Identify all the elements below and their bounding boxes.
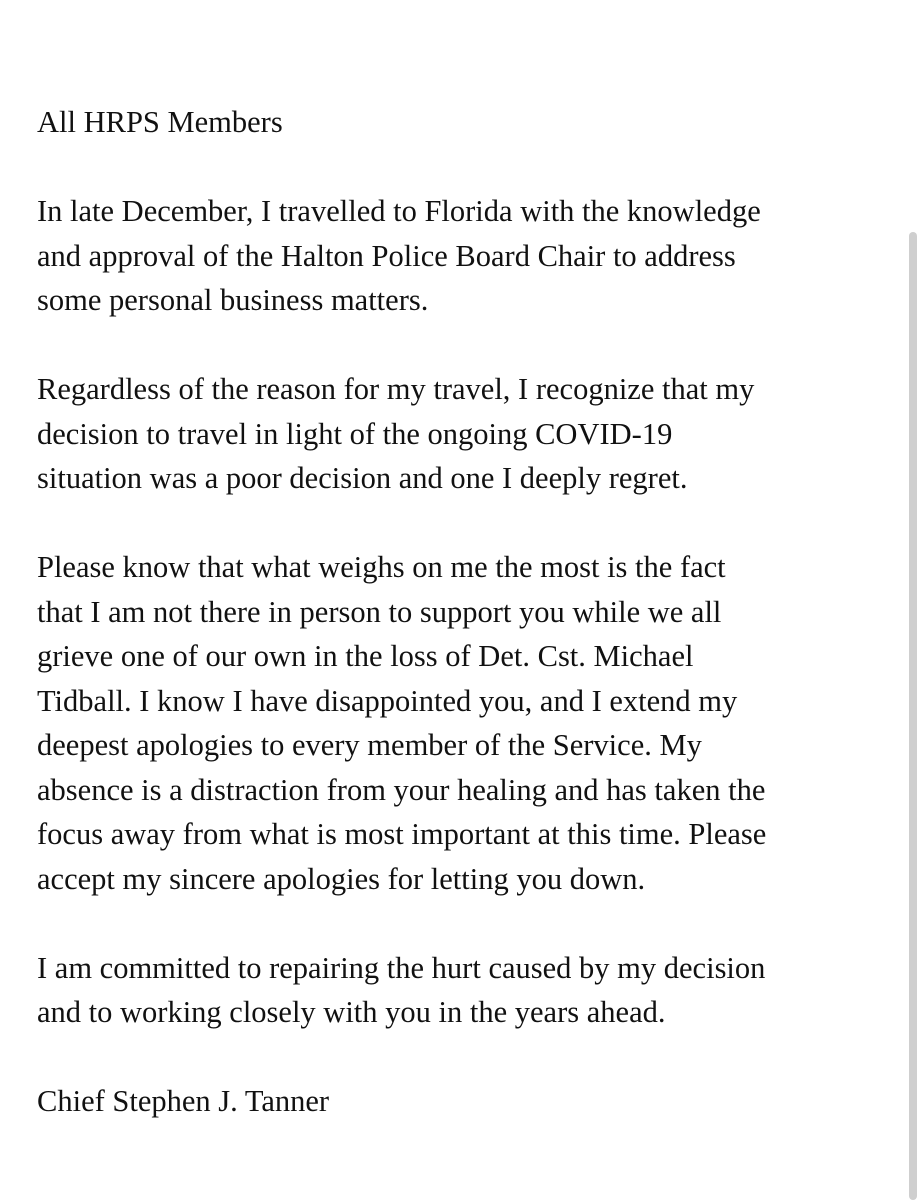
paragraph-line: Tidball. I know I have disappointed you, and I extend my <box>37 683 738 718</box>
vertical-scrollbar[interactable] <box>909 232 917 1200</box>
paragraph-line: deepest apologies to every member of the Service. My <box>37 728 702 762</box>
paragraph-line: grieve one of our own in the loss of Det. Cst. Michael <box>37 639 694 673</box>
paragraph-line: some personal business matters. <box>37 283 429 317</box>
letter-body <box>37 100 897 1168</box>
paragraph-line: focus away from what is most important at this time. Please <box>37 817 767 851</box>
paragraph-line: accept my sincere apologies for letting you down. <box>37 861 646 896</box>
paragraph-apology <box>37 545 897 901</box>
paragraph-commitment <box>37 946 897 1035</box>
paragraph-line: that I am not there in person to support you while we all <box>37 594 722 629</box>
paragraph-line: and approval of the Halton Police Board Chair to address <box>37 238 736 273</box>
paragraph-line: situation was a poor decision and one I deeply regret. <box>37 461 688 495</box>
salutation-text: All HRPS Members <box>37 105 283 139</box>
paragraph-line: Please know that what weighs on me the most is the fact <box>37 550 726 584</box>
paragraph-line: absence is a distraction from your healing and has taken the <box>37 772 766 807</box>
salutation <box>37 100 897 145</box>
paragraph-line: and to working closely with you in the years ahead. <box>37 995 666 1029</box>
paragraph-line: decision to travel in light of the ongoing COVID-19 <box>37 416 673 451</box>
signature-text: Chief Stephen J. Tanner <box>37 1084 330 1118</box>
paragraph-line: I am committed to repairing the hurt caused by my decision <box>37 950 766 985</box>
paragraph-travel <box>37 189 897 323</box>
paragraph-regret <box>37 367 897 501</box>
signature <box>37 1079 897 1124</box>
paragraph-line: Regardless of the reason for my travel, I recognize that my <box>37 372 755 406</box>
paragraph-line: In late December, I travelled to Florida with the knowledge <box>37 194 761 228</box>
